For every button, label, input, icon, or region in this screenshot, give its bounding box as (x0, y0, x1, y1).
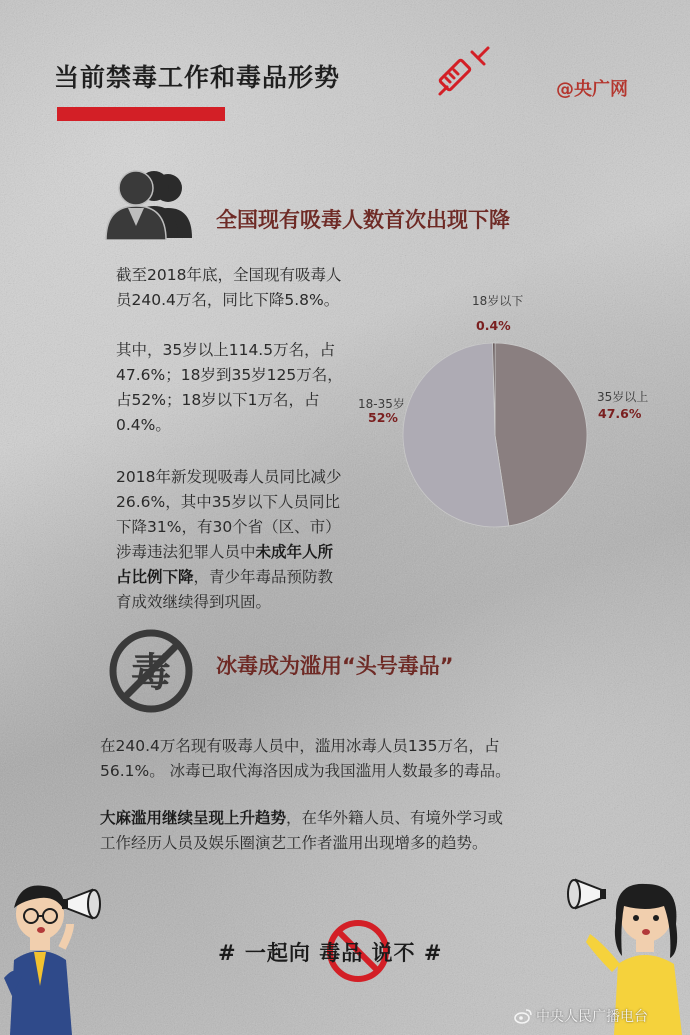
people-icon (102, 168, 198, 240)
title-underline (57, 107, 225, 121)
text-segment: 涉毒违法犯罪人员中 (116, 543, 256, 561)
megaphone-icon-left (62, 886, 106, 922)
section1-paragraph2 (116, 338, 396, 438)
text-line (116, 565, 396, 590)
footer-source[interactable]: 中央人民广播电台 (536, 1009, 648, 1025)
text-line: 47.6%；18岁到35岁125万名， (116, 366, 343, 384)
text-line: 工作经历人员及娱乐圈演艺工作者滥用出现增多的趋势。 (100, 834, 488, 852)
pie-value-under18: 0.4% (476, 318, 511, 333)
pie-value-18-35: 52% (368, 410, 398, 425)
section1-title: 全国现有吸毒人数首次出现下降 (216, 208, 510, 232)
text-line: 2018年新发现吸毒人员同比减少 (116, 468, 342, 486)
text-line: 下降31%，有30个省（区、市） (116, 518, 341, 536)
du-character-icon (108, 628, 194, 714)
pie-label-18-35: 18-35岁 (358, 397, 405, 411)
pie-value-over35: 47.6% (598, 406, 642, 421)
text-line: 占52%；18岁以下1万名，占 (116, 391, 320, 409)
pie-slice-1 (403, 343, 509, 527)
bold-text: 大麻滥用继续呈现上升趋势 (100, 809, 287, 827)
brand-handle[interactable]: @央广网 (556, 79, 628, 100)
weibo-icon (514, 1008, 532, 1024)
text-line: 0.4%。 (116, 416, 171, 434)
text-line: 在240.4万名现有吸毒人员中，滥用冰毒人员135万名，占 (100, 737, 500, 755)
pie-slice-0 (495, 343, 587, 526)
page-title: 当前禁毒工作和毒品形势 (54, 63, 341, 92)
text-line: 育成效继续得到巩固。 (116, 593, 272, 611)
pie-label-over35: 35岁以上 (597, 390, 649, 404)
slogan-prefix: # 一起向 (218, 941, 311, 965)
section1-paragraph1 (116, 263, 396, 313)
text-line: 26.6%，其中35岁以下人员同比 (116, 493, 340, 511)
section2-paragraph1 (100, 734, 620, 784)
pie-label-under18: 18岁以下 (472, 294, 524, 308)
section1-paragraph3 (116, 465, 396, 615)
text-line: 56.1%。 冰毒已取代海洛因成为我国滥用人数最多的毒品。 (100, 762, 511, 780)
section2-title: 冰毒成为滥用“头号毒品” (216, 654, 454, 678)
text-line (116, 540, 396, 565)
slogan-middle: 毒品 (319, 941, 364, 965)
text-line (100, 806, 620, 831)
svg-text:毒: 毒 (131, 650, 171, 696)
section2-paragraph2 (100, 806, 620, 856)
slogan-suffix: 说不 # (371, 941, 443, 965)
syringe-icon (432, 44, 492, 102)
text-line: 员240.4万名，同比下降5.8%。 (116, 291, 340, 309)
bold-text: 占比例下降 (116, 568, 194, 586)
text-segment: ，在华外籍人员、有境外学习或 (286, 809, 504, 827)
text-line: 其中，35岁以上114.5万名，占 (116, 341, 336, 359)
megaphone-icon-right (560, 876, 606, 912)
text-line: 截至2018年底，全国现有吸毒人 (116, 266, 342, 284)
slogan (218, 937, 442, 967)
bold-text: 未成年人所 (255, 543, 334, 561)
age-pie-chart (400, 340, 590, 530)
text-segment: ，青少年毒品预防教 (193, 568, 334, 586)
